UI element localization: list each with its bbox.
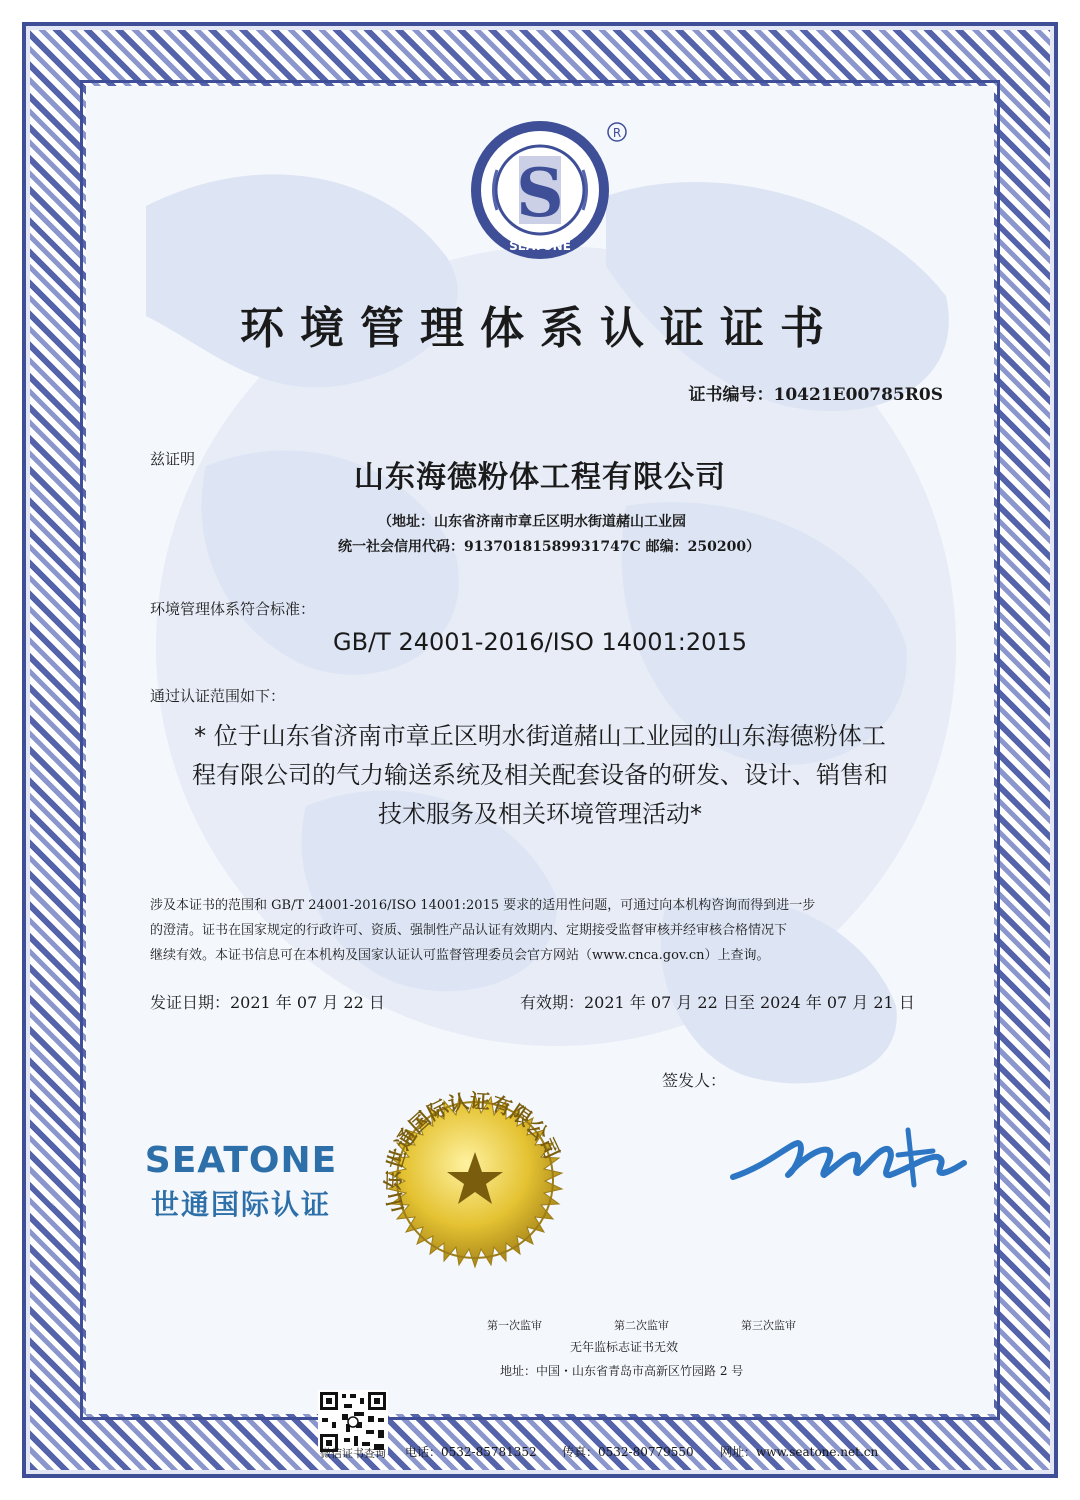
certificate-number-value: 10421E00785R0S [773, 385, 943, 405]
svg-text:R: R [612, 126, 622, 140]
brand-name-en: SEATONE [144, 1140, 338, 1181]
footer-fax: 传真：0532-80779550 [562, 1445, 694, 1459]
company-credit-code: 统一社会信用代码：91370181589931747C 邮编：250200） [338, 539, 761, 555]
standard-label: 环境管理体系符合标准： [150, 600, 316, 618]
footer-website: 网址：www.seatone.net.cn [720, 1445, 879, 1459]
brand-block [136, 1140, 346, 1223]
standard-value: GB/T 24001-2016/ISO 14001:2015 [333, 628, 747, 656]
audit-second: 第二次监审 [614, 1319, 669, 1332]
seal-text: 山东世通国际认证有限公司 [380, 1088, 565, 1215]
company-address: （地址：山东省济南市章丘区明水街道赭山工业园 [378, 514, 686, 530]
notes-line: 的澄清。证书在国家规定的行政许可、资质、强制性产品认证有效期内、定期接受监督审核并经审核合格情况下 [150, 923, 788, 938]
issue-date: 发证日期：2021 年 07 月 22 日 [150, 993, 385, 1012]
logo-mark: S [516, 154, 564, 232]
scope-line: 技术服务及相关环境管理活动* [378, 800, 702, 828]
certificate-number [689, 380, 943, 405]
scope-label: 通过认证范围如下： [150, 687, 286, 705]
signer-label: 签发人： [662, 1071, 727, 1090]
validity-period: 有效期：2021 年 07 月 22 日至 2024 年 07 月 21 日 [520, 993, 915, 1012]
logo-ring-text: SEATONE [509, 239, 571, 253]
notes-line: 继续有效。本证书信息可在本机构及国家认证认可监督管理委员会官方网站（www.cnca.gov.cn）上查询。 [150, 948, 770, 963]
brand-name-cn: 世通国际认证 [150, 1188, 331, 1221]
scope-text [140, 717, 940, 834]
scope-line: * 位于山东省济南市章丘区明水街道赭山工业园的山东海德粉体工 [194, 722, 886, 750]
hereby-label: 兹证明 [150, 450, 196, 468]
gold-seal [355, 1060, 595, 1300]
certificate-notes [150, 893, 940, 968]
audit-third: 第三次监审 [741, 1319, 796, 1332]
footer-phone: 电话：0532-85781352 [405, 1445, 537, 1459]
qr-caption: 微信证书查询 [320, 1447, 386, 1460]
footer-address: 地址：中国・山东省青岛市高新区竹园路 2 号 [500, 1364, 744, 1378]
scope-line: 程有限公司的气力输送系统及相关配套设备的研发、设计、销售和 [192, 761, 888, 789]
company-name: 山东海德粉体工程有限公司 [354, 460, 726, 495]
signature [728, 1125, 968, 1195]
audit-first: 第一次监审 [487, 1319, 542, 1332]
certificate-number-label: 证书编号： [688, 385, 774, 405]
notes-line: 涉及本证书的范围和 GB/T 24001-2016/ISO 14001:2015 要求的适用性问题，可通过向本机构咨询而得到进一步 [150, 898, 816, 913]
no-mark-invalid-note: 无年监标志证书无效 [570, 1340, 679, 1354]
seatone-logo-emblem [455, 110, 635, 270]
certificate-title: 环境管理体系认证证书 [240, 303, 840, 354]
